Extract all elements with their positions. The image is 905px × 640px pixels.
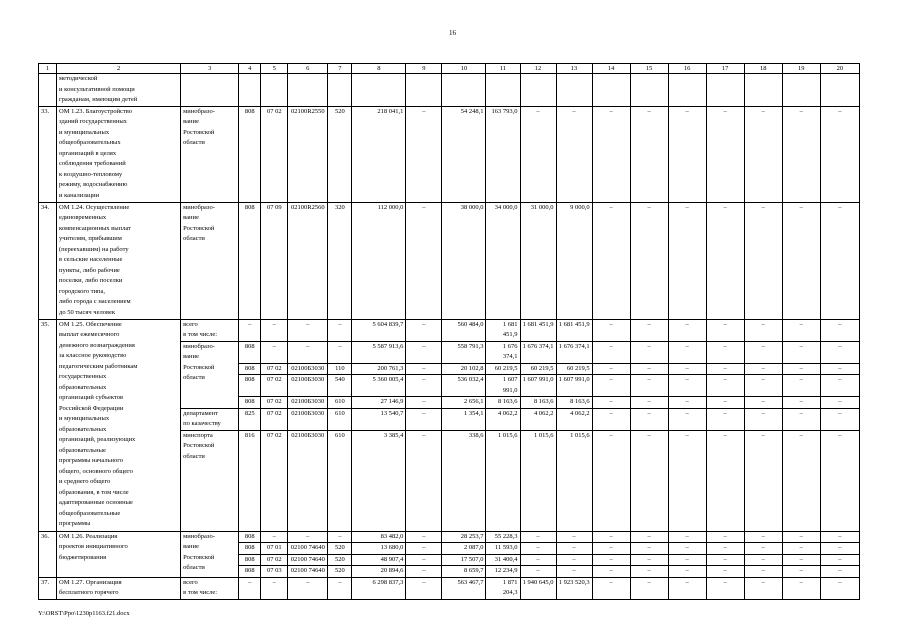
column-number: 4 [239, 64, 261, 74]
table-row [39, 202, 860, 319]
value-cell: – [668, 341, 706, 363]
value-cell: 13 680,0 [352, 543, 406, 555]
value-cell: 02100Б3030 [288, 408, 328, 430]
value-cell: 5 587 913,6 [352, 341, 406, 363]
value-cell: 540 [328, 375, 352, 397]
value-cell: – [406, 531, 442, 543]
value-cell: – [782, 408, 820, 430]
value-cell: 1 354,1 [442, 408, 486, 430]
value-cell: – [328, 319, 352, 341]
executor: всего в том числе: [181, 319, 239, 341]
value-cell: – [706, 531, 744, 543]
value-cell: – [820, 408, 859, 430]
value-cell: – [630, 566, 668, 578]
column-number: 12 [520, 64, 556, 74]
value-cell: 1 681 451,9 [556, 319, 592, 341]
value-cell: – [744, 397, 782, 409]
value-cell: – [706, 106, 744, 202]
table-row [39, 106, 860, 202]
value-cell: 808 [239, 543, 261, 555]
measure-name: ОМ 1.23. Благоустройство зданий государственных и муниципальных общеобразовательных организаций в целях соблюдения требований к воздушно-тепловому режиму, водоснабжению и канализации [57, 106, 181, 202]
value-cell: – [820, 363, 859, 375]
value-cell: 60 219,5 [520, 363, 556, 375]
value-cell: 8 163,6 [520, 397, 556, 409]
value-cell: 338,6 [442, 430, 486, 531]
value-cell: – [744, 566, 782, 578]
value-cell: – [744, 408, 782, 430]
value-cell: 1 681 451,9 [486, 319, 520, 341]
value-cell: – [744, 202, 782, 319]
value-cell: – [744, 106, 782, 202]
value-cell: 54 248,1 [442, 106, 486, 202]
value-cell: – [592, 397, 630, 409]
column-number: 8 [352, 64, 406, 74]
value-cell: – [820, 106, 859, 202]
value-cell: 20 102,8 [442, 363, 486, 375]
value-cell: – [744, 531, 782, 543]
value-cell: – [406, 577, 442, 599]
value-cell: – [406, 319, 442, 341]
executor: минобразо- вание Ростовской области [181, 341, 239, 408]
value-cell: 4 062,2 [556, 408, 592, 430]
executor: минспорта Ростовской области [181, 430, 239, 531]
value-cell: – [782, 363, 820, 375]
value-cell: – [820, 543, 859, 555]
value-cell: 02100Б3030 [288, 363, 328, 375]
value-cell: – [782, 531, 820, 543]
value-cell: 02100Б3030 [288, 375, 328, 397]
value-cell: 02100Б3030 [288, 397, 328, 409]
value-cell: 28 253,7 [442, 531, 486, 543]
value-cell: – [820, 202, 859, 319]
value-cell: – [668, 430, 706, 531]
value-cell: – [592, 375, 630, 397]
value-cell: – [630, 106, 668, 202]
value-cell: – [288, 577, 328, 599]
value-cell: – [592, 319, 630, 341]
value-cell: – [630, 319, 668, 341]
value-cell: 8 163,6 [486, 397, 520, 409]
value-cell: 8 659,7 [442, 566, 486, 578]
value-cell: – [820, 577, 859, 599]
measure-name: ОМ 1.24. Осуществление единовременных компенсационных выплат учителям, прибывшим (переехавшим) на работу в сельские населенные пункты, либо рабочие поселки, либо поселки городского типа, либо города с населением до 50 тысяч человек [57, 202, 181, 319]
value-cell: – [706, 319, 744, 341]
value-cell: – [630, 408, 668, 430]
value-cell: 1 923 520,3 [556, 577, 592, 599]
value-cell: – [556, 543, 592, 555]
value-cell: 17 507,0 [442, 554, 486, 566]
value-cell: – [261, 577, 288, 599]
column-number: 13 [556, 64, 592, 74]
value-cell: – [630, 202, 668, 319]
value-cell: 5 360 005,4 [352, 375, 406, 397]
value-cell: 825 [239, 408, 261, 430]
value-cell: – [592, 566, 630, 578]
value-cell: 31 000,0 [520, 202, 556, 319]
value-cell: – [820, 397, 859, 409]
value-cell: 07 01 [261, 543, 288, 555]
value-cell: – [820, 319, 859, 341]
value-cell: 218 041,1 [352, 106, 406, 202]
value-cell: 808 [239, 341, 261, 363]
value-cell: 02100R2560 [288, 202, 328, 319]
value-cell: 07 03 [261, 566, 288, 578]
value-cell: 02100Б3030 [288, 430, 328, 531]
column-number: 10 [442, 64, 486, 74]
value-cell: 83 482,0 [352, 531, 406, 543]
value-cell: 520 [328, 566, 352, 578]
value-cell: 520 [328, 554, 352, 566]
value-cell: 536 032,4 [442, 375, 486, 397]
value-cell: – [668, 531, 706, 543]
column-number: 7 [328, 64, 352, 74]
value-cell: – [744, 577, 782, 599]
value-cell: 320 [328, 202, 352, 319]
value-cell: – [744, 319, 782, 341]
value-cell: – [592, 408, 630, 430]
value-cell: 610 [328, 397, 352, 409]
column-number: 6 [288, 64, 328, 74]
value-cell: 31 400,4 [486, 554, 520, 566]
value-cell: – [668, 375, 706, 397]
value-cell: – [406, 397, 442, 409]
value-cell: 1 681 451,9 [520, 319, 556, 341]
column-number: 1 [39, 64, 57, 74]
value-cell: – [782, 341, 820, 363]
value-cell: 34 000,0 [486, 202, 520, 319]
value-cell: – [406, 543, 442, 555]
value-cell: – [820, 531, 859, 543]
value-cell: 6 298 837,3 [352, 577, 406, 599]
value-cell: 02100 74640 [288, 566, 328, 578]
value-cell: – [239, 319, 261, 341]
value-cell: – [668, 363, 706, 375]
value-cell: – [706, 430, 744, 531]
value-cell: 07 02 [261, 363, 288, 375]
row-number: 36. [39, 531, 57, 577]
value-cell: 5 604 839,7 [352, 319, 406, 341]
column-number: 9 [406, 64, 442, 74]
value-cell: – [261, 319, 288, 341]
value-cell: – [592, 554, 630, 566]
value-cell: – [328, 341, 352, 363]
value-cell: – [668, 106, 706, 202]
column-number: 16 [668, 64, 706, 74]
table-row [39, 577, 860, 599]
value-cell: – [744, 430, 782, 531]
value-cell: – [592, 543, 630, 555]
value-cell: 808 [239, 397, 261, 409]
value-cell: – [630, 543, 668, 555]
value-cell: – [782, 202, 820, 319]
value-cell: – [820, 554, 859, 566]
value-cell: 1 607 991,0 [520, 375, 556, 397]
value-cell: 808 [239, 554, 261, 566]
value-cell: 60 219,5 [556, 363, 592, 375]
column-number: 14 [592, 64, 630, 74]
value-cell: – [520, 554, 556, 566]
value-cell: 07 02 [261, 375, 288, 397]
file-path: Y:\ORST\Ppo\1230p1163.f21.docx [38, 610, 130, 617]
value-cell: – [288, 531, 328, 543]
value-cell: 8 163,6 [556, 397, 592, 409]
measure-name: ОМ 1.25. Обеспечение выплат ежемесячного денежного вознаграждения за классное руководство педагогическим работникам государственных образовательных организаций субъектов Российской Федерации и муниципальных образовательных организаций, реализующих образовательные программы начального общего, основного общего и среднего общего образования, в том числе адаптированные основные общеобразовательные программы [57, 319, 181, 531]
value-cell: – [706, 408, 744, 430]
value-cell: – [592, 106, 630, 202]
value-cell: – [406, 408, 442, 430]
value-cell: – [406, 554, 442, 566]
value-cell: – [592, 531, 630, 543]
value-cell: – [820, 341, 859, 363]
value-cell: – [706, 554, 744, 566]
value-cell: – [630, 531, 668, 543]
value-cell: – [630, 375, 668, 397]
value-cell: 1 607 991,0 [486, 375, 520, 397]
value-cell: 808 [239, 531, 261, 543]
value-cell: 808 [239, 375, 261, 397]
value-cell: 07 02 [261, 408, 288, 430]
value-cell: – [406, 430, 442, 531]
column-number: 20 [820, 64, 859, 74]
value-cell: – [668, 543, 706, 555]
column-number: 2 [57, 64, 181, 74]
value-cell: 12 234,9 [486, 566, 520, 578]
value-cell: 60 219,5 [486, 363, 520, 375]
row-number: 35. [39, 319, 57, 531]
value-cell: 610 [328, 408, 352, 430]
value-cell: – [406, 375, 442, 397]
value-cell: – [288, 341, 328, 363]
measure-name: ОМ 1.27. Организация бесплатного горячего [57, 577, 181, 599]
value-cell: 48 907,4 [352, 554, 406, 566]
value-cell: – [820, 430, 859, 531]
value-cell: 02100 74640 [288, 554, 328, 566]
value-cell: – [782, 319, 820, 341]
value-cell: – [630, 363, 668, 375]
value-cell: – [782, 577, 820, 599]
value-cell: 1 940 645,0 [520, 577, 556, 599]
value-cell: 610 [328, 430, 352, 531]
value-cell: 163 793,0 [486, 106, 520, 202]
value-cell: – [261, 341, 288, 363]
value-cell: 112 000,0 [352, 202, 406, 319]
value-cell: – [782, 106, 820, 202]
measure-name: ОМ 1.26. Реализация проектов инициативного бюджетирования [57, 531, 181, 577]
executor: минобразо- вание Ростовской области [181, 202, 239, 319]
value-cell: – [328, 577, 352, 599]
value-cell: – [706, 397, 744, 409]
column-number: 5 [261, 64, 288, 74]
value-cell: – [406, 363, 442, 375]
value-cell: 808 [239, 363, 261, 375]
value-cell: – [782, 375, 820, 397]
value-cell: – [820, 566, 859, 578]
column-number: 17 [706, 64, 744, 74]
table-row [39, 74, 860, 107]
value-cell: – [261, 531, 288, 543]
value-cell: 38 000,0 [442, 202, 486, 319]
row-number: 37. [39, 577, 57, 599]
row-number: 33. [39, 106, 57, 202]
executor: минобразо- вание Ростовской области [181, 106, 239, 202]
value-cell: – [592, 430, 630, 531]
value-cell: – [706, 363, 744, 375]
table-row [39, 531, 860, 543]
value-cell: 520 [328, 543, 352, 555]
value-cell: 520 [328, 106, 352, 202]
value-cell: – [668, 408, 706, 430]
value-cell: – [668, 319, 706, 341]
value-cell: 2 656,1 [442, 397, 486, 409]
value-cell: – [556, 566, 592, 578]
value-cell: – [520, 106, 556, 202]
value-cell: – [630, 341, 668, 363]
value-cell: 563 467,7 [442, 577, 486, 599]
value-cell: 02100 74640 [288, 543, 328, 555]
column-number: 15 [630, 64, 668, 74]
value-cell: 02100R2550 [288, 106, 328, 202]
value-cell: 1 676 374,1 [520, 341, 556, 363]
value-cell: – [668, 554, 706, 566]
page-number: 16 [449, 29, 456, 37]
value-cell: 4 062,2 [486, 408, 520, 430]
value-cell: – [744, 341, 782, 363]
value-cell: – [668, 397, 706, 409]
value-cell: 07 09 [261, 202, 288, 319]
value-cell: – [782, 554, 820, 566]
row-number: 34. [39, 202, 57, 319]
budget-table [38, 63, 860, 600]
value-cell: 2 087,0 [442, 543, 486, 555]
value-cell: – [706, 341, 744, 363]
value-cell: 808 [239, 202, 261, 319]
value-cell: 9 000,0 [556, 202, 592, 319]
value-cell: 808 [239, 106, 261, 202]
value-cell: 11 593,0 [486, 543, 520, 555]
value-cell: – [288, 319, 328, 341]
value-cell: – [706, 543, 744, 555]
value-cell: 200 761,3 [352, 363, 406, 375]
column-number: 11 [486, 64, 520, 74]
value-cell: 07 02 [261, 397, 288, 409]
value-cell: – [406, 566, 442, 578]
header-row [39, 64, 860, 74]
value-cell: 07 02 [261, 106, 288, 202]
value-cell: 1 015,6 [556, 430, 592, 531]
table-row [39, 319, 860, 341]
value-cell: – [706, 566, 744, 578]
continued-name: методической и консультативной помощи гражданам, имеющим детей [57, 74, 181, 107]
value-cell: – [556, 531, 592, 543]
executor: департамент по казачеству [181, 408, 239, 430]
value-cell: – [630, 397, 668, 409]
value-cell: – [820, 375, 859, 397]
value-cell: 27 146,9 [352, 397, 406, 409]
value-cell: – [630, 430, 668, 531]
value-cell: 55 228,3 [486, 531, 520, 543]
executor: всего в том числе: [181, 577, 239, 599]
value-cell: – [630, 577, 668, 599]
value-cell: – [328, 531, 352, 543]
value-cell: – [706, 202, 744, 319]
value-cell: 1 607 991,0 [556, 375, 592, 397]
value-cell: – [592, 341, 630, 363]
value-cell: – [556, 106, 592, 202]
value-cell: 1 015,6 [520, 430, 556, 531]
value-cell: – [706, 375, 744, 397]
value-cell: 558 791,3 [442, 341, 486, 363]
value-cell: – [520, 543, 556, 555]
value-cell: – [668, 566, 706, 578]
value-cell: – [668, 202, 706, 319]
executor: минобразо- вание Ростовской области [181, 531, 239, 577]
value-cell: 110 [328, 363, 352, 375]
value-cell: 816 [239, 430, 261, 531]
value-cell: – [782, 543, 820, 555]
value-cell: – [668, 577, 706, 599]
value-cell: 07 02 [261, 554, 288, 566]
value-cell: – [782, 430, 820, 531]
value-cell: 808 [239, 566, 261, 578]
value-cell: – [782, 566, 820, 578]
value-cell: – [744, 554, 782, 566]
value-cell: 560 484,0 [442, 319, 486, 341]
value-cell: – [630, 554, 668, 566]
value-cell: – [592, 202, 630, 319]
value-cell: 1 015,6 [486, 430, 520, 531]
column-number: 18 [744, 64, 782, 74]
value-cell: – [744, 543, 782, 555]
value-cell: – [592, 363, 630, 375]
value-cell: – [406, 341, 442, 363]
value-cell: 4 062,2 [520, 408, 556, 430]
value-cell: – [406, 202, 442, 319]
value-cell: 3 385,4 [352, 430, 406, 531]
value-cell: – [782, 397, 820, 409]
value-cell: – [556, 554, 592, 566]
value-cell: – [706, 577, 744, 599]
value-cell: – [406, 106, 442, 202]
value-cell: 1 871 204,3 [486, 577, 520, 599]
column-number: 3 [181, 64, 239, 74]
column-number: 19 [782, 64, 820, 74]
value-cell: – [592, 577, 630, 599]
value-cell: 1 676 374,1 [486, 341, 520, 363]
value-cell: – [239, 577, 261, 599]
value-cell: – [520, 531, 556, 543]
value-cell: 13 540,7 [352, 408, 406, 430]
value-cell: – [744, 375, 782, 397]
value-cell: 1 676 374,1 [556, 341, 592, 363]
value-cell: 07 02 [261, 430, 288, 531]
value-cell: – [520, 566, 556, 578]
value-cell: 20 894,6 [352, 566, 406, 578]
value-cell: – [744, 363, 782, 375]
